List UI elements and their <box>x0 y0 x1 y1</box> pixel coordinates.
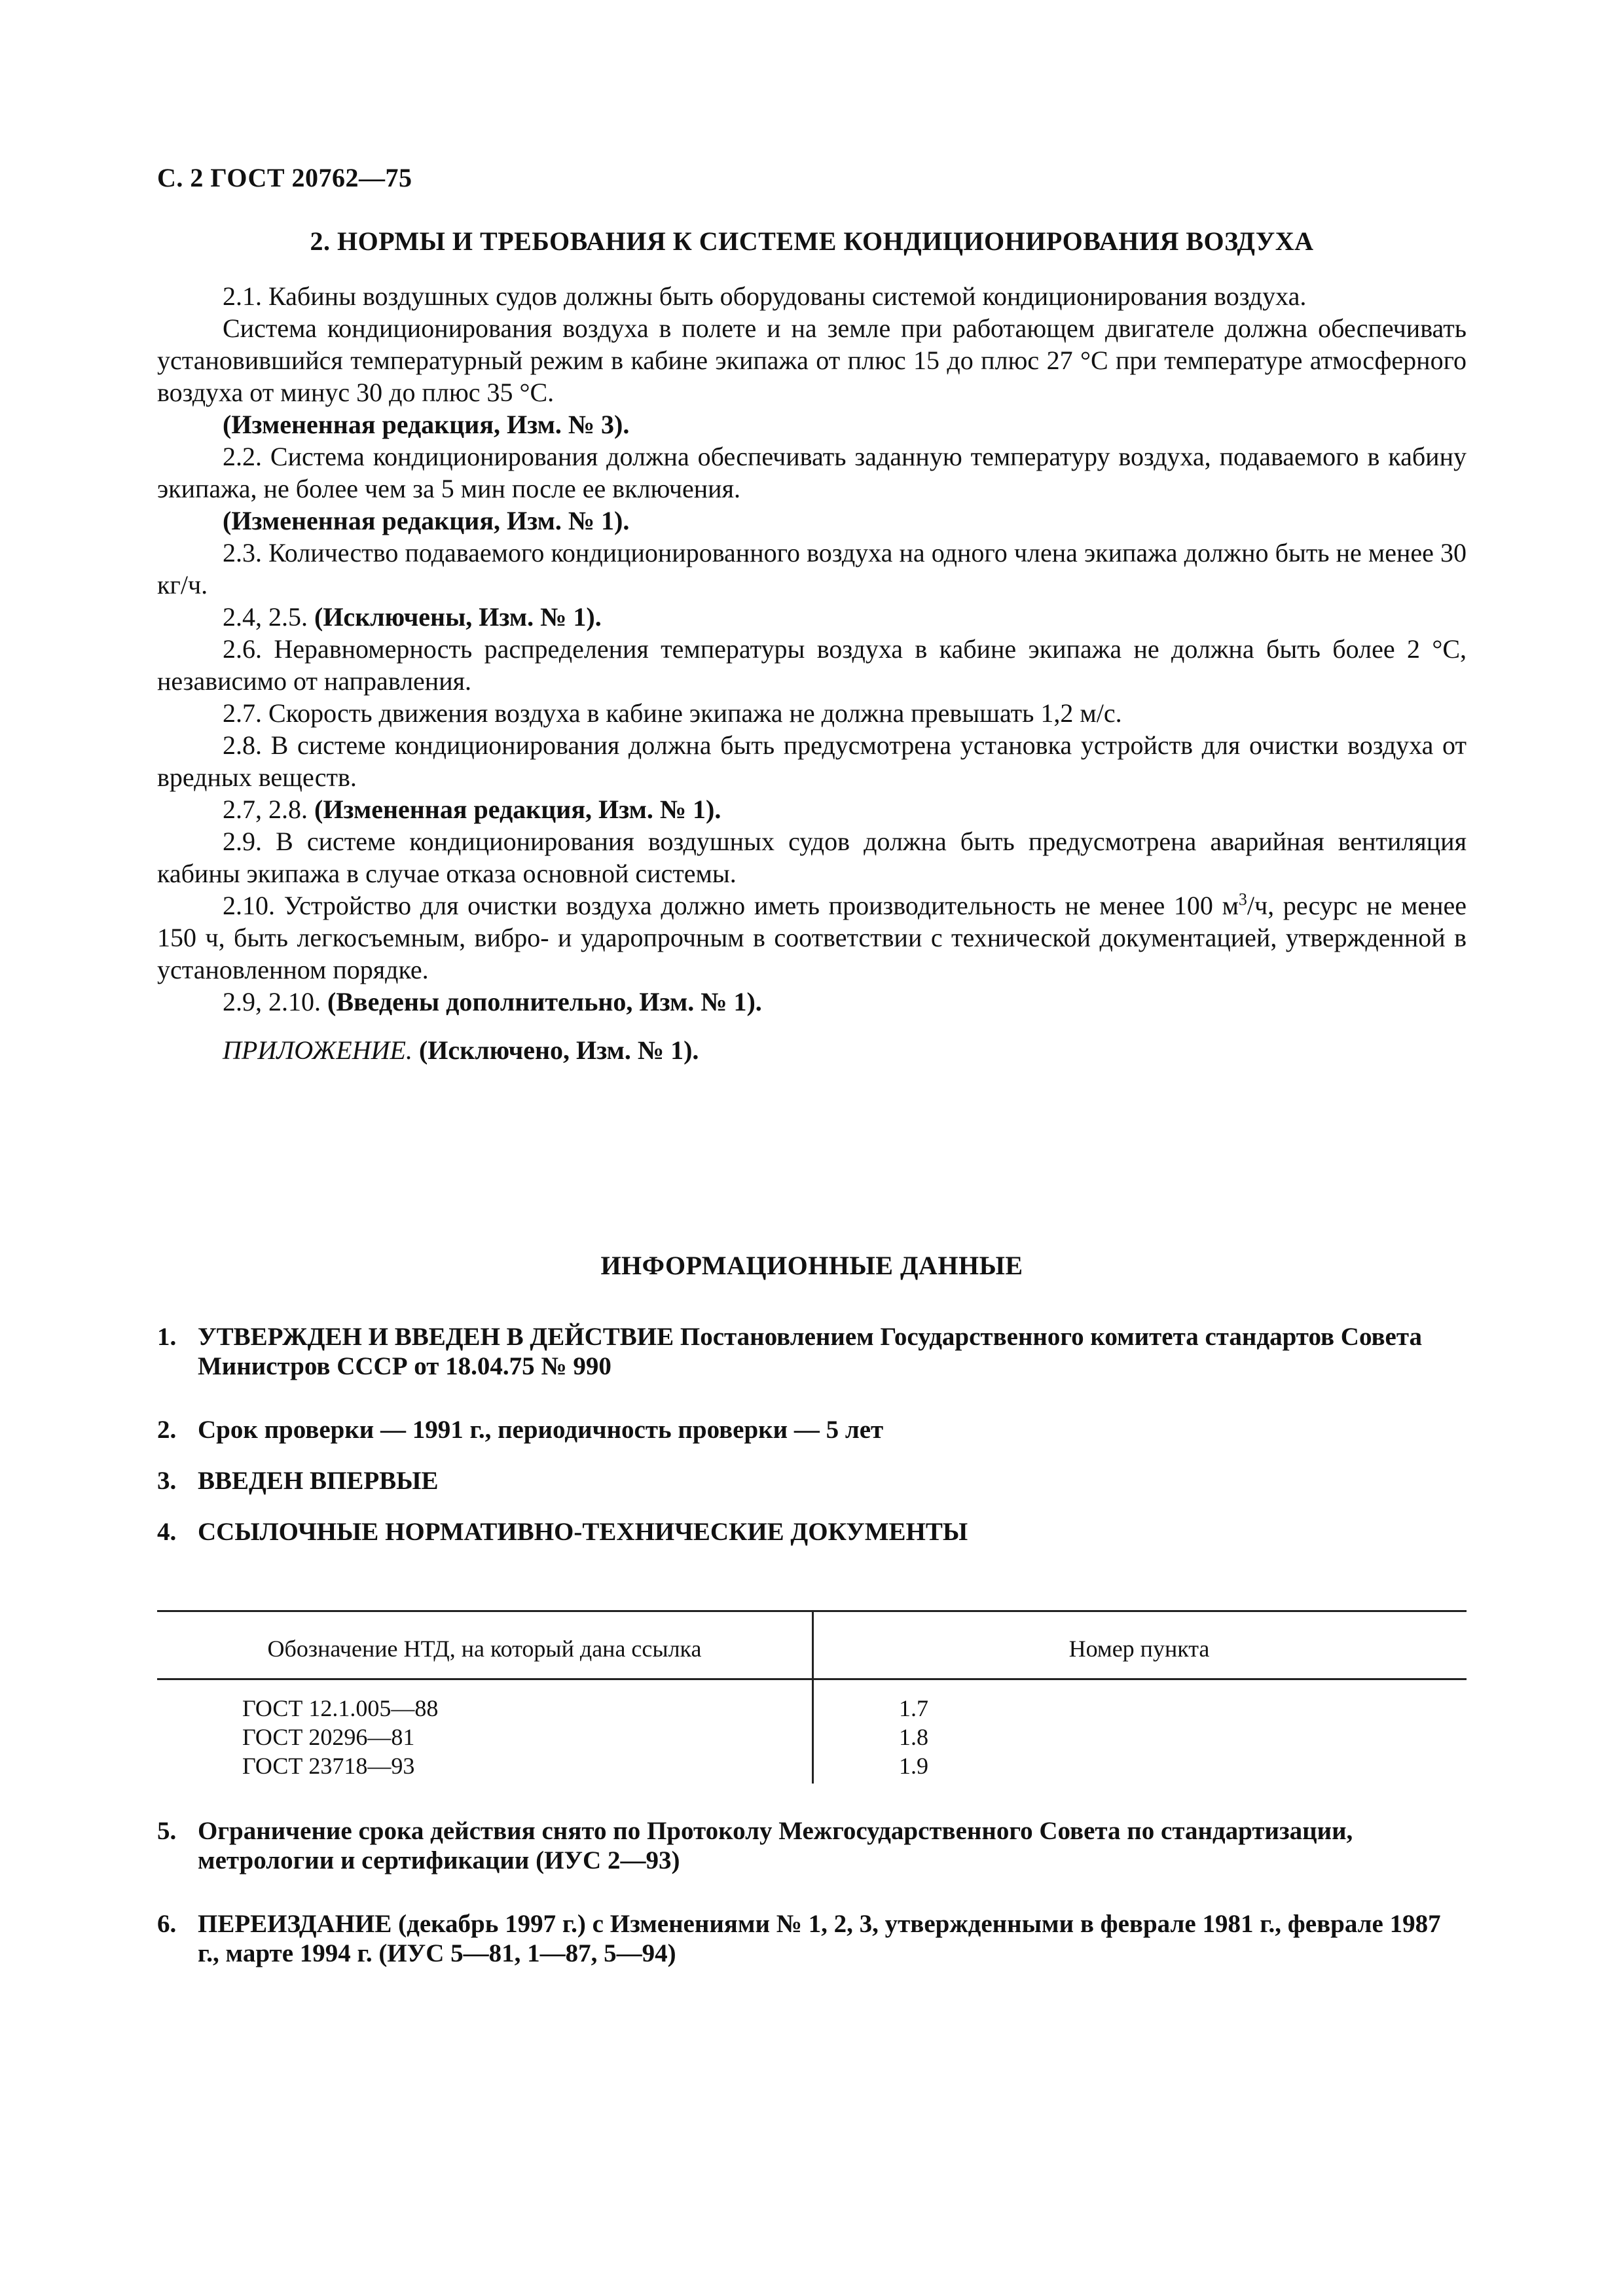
table-cell: 1.9 <box>899 1753 928 1779</box>
clause-ref: 2.9, 2.10. <box>223 987 321 1016</box>
info-item-number: 3. <box>157 1467 177 1495</box>
annex-note <box>157 1034 1467 1066</box>
info-item-number: 2. <box>157 1416 177 1444</box>
amendment-note: (Измененная редакция, Изм. № 1). <box>314 795 721 824</box>
info-title: ИНФОРМАЦИОННЫЕ ДАННЫЕ <box>600 1251 1023 1280</box>
clause-ref: 2.7, 2.8. <box>223 795 308 824</box>
section-body <box>157 280 1467 1066</box>
paragraph-2-1: 2.1. Кабины воздушных судов должны быть оборудованы системой кондиционирования воздуха. <box>223 281 1307 311</box>
paragraph-2-9-2-10 <box>157 986 1467 1018</box>
amendment-note: (Исключены, Изм. № 1). <box>314 602 602 632</box>
info-item <box>157 1415 1467 1444</box>
info-item-text: ПЕРЕИЗДАНИЕ (декабрь 1997 г.) с Изменениями № 1, 2, 3, утвержденными в феврале 1981 г., феврале 1987 г., марте 1994 г. (ИУС 5—81, 1—87, 5—94) <box>198 1910 1441 1967</box>
paragraph-2-2: 2.2. Система кондиционирования должна обеспечивать заданную температуру воздуха, подаваемого в кабину экипажа, не более чем за 5 мин после ее включения. <box>157 442 1467 503</box>
info-item <box>157 1517 1467 1547</box>
paragraph-2-10 <box>157 889 1467 986</box>
info-item-text: Срок проверки — 1991 г., периодичность проверки — 5 лет <box>198 1416 884 1444</box>
paragraph-2-3: 2.3. Количество подаваемого кондиционированного воздуха на одного члена экипажа должно быть не менее 30 кг/ч. <box>157 538 1467 600</box>
superscript: 3 <box>1238 889 1247 909</box>
paragraph-2-6: 2.6. Неравномерность распределения температуры воздуха в кабине экипажа не должна быть более 2 °С, независимо от направления. <box>157 634 1467 696</box>
info-item-number: 4. <box>157 1518 177 1546</box>
table-cell: 1.7 <box>899 1695 928 1721</box>
info-item-number: 5. <box>157 1817 177 1845</box>
clause-ref: 2.4, 2.5. <box>223 602 308 632</box>
table-header: Обозначение НТД, на который дана ссылка <box>267 1636 702 1662</box>
amendment-note: (Измененная редакция, Изм. № 3). <box>223 410 630 439</box>
amendment-note: (Измененная редакция, Изм. № 1). <box>223 506 630 535</box>
annex-label: ПРИЛОЖЕНИЕ. <box>223 1035 412 1065</box>
amendment-note: (Исключено, Изм. № 1). <box>418 1035 699 1065</box>
paragraph-2-7-2-8 <box>157 793 1467 825</box>
paragraph-2-9: 2.9. В системе кондиционирования воздушных судов должна быть предусмотрена аварийная вентиляция кабины экипажа в случае отказа основной системы. <box>157 827 1467 888</box>
info-item-number: 6. <box>157 1910 177 1938</box>
info-item <box>157 1322 1467 1381</box>
table-column-documents <box>242 1694 438 1780</box>
paragraph-2-10-text: /ч, ресурс не менее 150 ч, быть легкосъемным, вибро- и ударопрочным в соответствии с технической документацией, утвержденной в установленном порядке. <box>157 891 1467 984</box>
info-item-number: 1. <box>157 1323 177 1351</box>
info-item <box>157 1816 1467 1875</box>
paragraph-2-10-text: 2.10. Устройство для очистки воздуха должно иметь производительность не менее 100 м <box>223 891 1239 920</box>
paragraph-2-7: 2.7. Скорость движения воздуха в кабине экипажа не должна превышать 1,2 м/с. <box>223 698 1122 728</box>
table-cell: 1.8 <box>899 1724 928 1750</box>
info-item-text: ССЫЛОЧНЫЕ НОРМАТИВНО-ТЕХНИЧЕСКИЕ ДОКУМЕНТЫ <box>198 1518 968 1546</box>
info-item-text: ВВЕДЕН ВПЕРВЫЕ <box>198 1467 439 1495</box>
paragraph-2-1-cont: Система кондиционирования воздуха в полете и на земле при работающем двигателе должна обеспечивать установившийся температурный режим в кабине экипажа от плюс 15 до плюс 27 °С при температуре атмосферного воздуха от минус 30 до плюс 35 °С. <box>157 314 1467 407</box>
paragraph-2-8: 2.8. В системе кондиционирования должна быть предусмотрена установка устройств для очистки воздуха от вредных веществ. <box>157 730 1467 792</box>
paragraph-2-4-2-5 <box>157 601 1467 633</box>
reference-table <box>157 1610 1467 1784</box>
info-item-text: Ограничение срока действия снято по Протоколу Межгосударственного Совета по стандартизации, метрологии и сертификации (ИУС 2—93) <box>198 1817 1353 1874</box>
table-header: Номер пункта <box>1068 1636 1210 1662</box>
section-title: 2. НОРМЫ И ТРЕБОВАНИЯ К СИСТЕМЕ КОНДИЦИОНИРОВАНИЯ ВОЗДУХА <box>310 226 1314 256</box>
table-cell: ГОСТ 12.1.005—88 <box>242 1695 439 1721</box>
amendment-note: (Введены дополнительно, Изм. № 1). <box>327 987 762 1016</box>
table-column-clauses <box>899 1694 928 1780</box>
info-item <box>157 1909 1467 1968</box>
page-header: С. 2 ГОСТ 20762—75 <box>157 163 412 192</box>
table-cell: ГОСТ 23718—93 <box>242 1753 415 1779</box>
info-item-text: УТВЕРЖДЕН И ВВЕДЕН В ДЕЙСТВИЕ Постановлением Государственного комитета стандартов Совета Министров СССР от 18.04.75 № 990 <box>198 1323 1422 1380</box>
table-cell: ГОСТ 20296—81 <box>242 1724 415 1750</box>
info-item <box>157 1466 1467 1496</box>
